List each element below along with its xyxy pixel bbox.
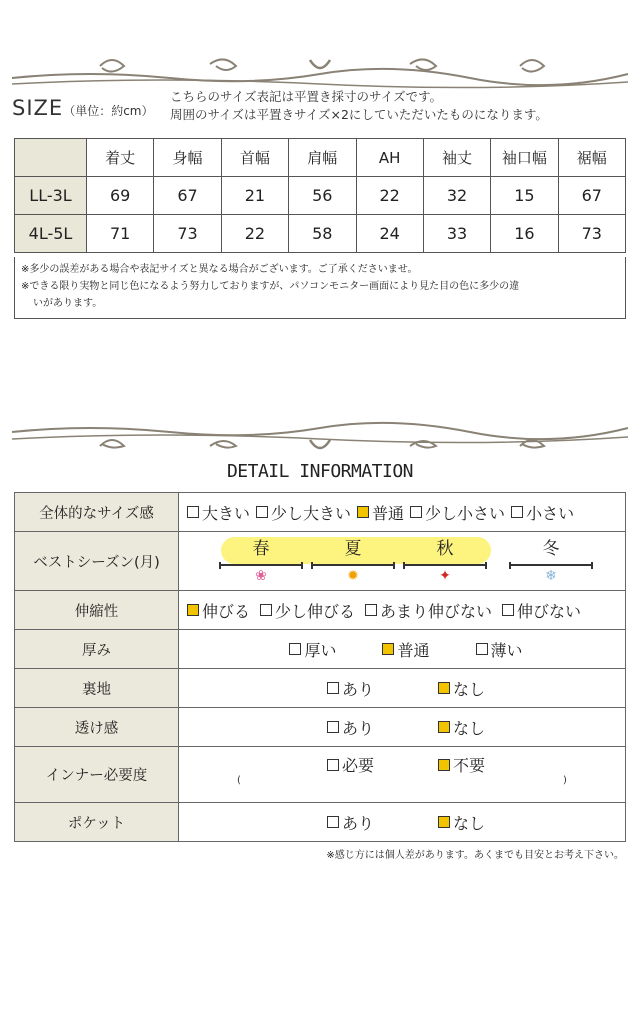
- option-label: 不要: [453, 756, 486, 775]
- table-cell: 67: [154, 177, 221, 215]
- detail-options: [179, 708, 626, 747]
- detail-options: [179, 669, 626, 708]
- detail-options: [179, 591, 626, 630]
- unchecked-box-icon: [256, 506, 268, 518]
- season-summer: 夏: [307, 537, 399, 562]
- size-heading: SIZE（単位：約cm）: [12, 96, 154, 120]
- top-ornament-divider: [10, 52, 630, 92]
- snowflake-icon: ❄: [545, 568, 557, 584]
- detail-options: [179, 630, 626, 669]
- detail-footnote: ※感じ方には個人差があります。あくまでも目安とお考え下さい。: [326, 850, 624, 861]
- table-cell: 56: [289, 177, 356, 215]
- detail-row-sheer: [15, 708, 626, 747]
- checked-box-icon: [438, 759, 450, 771]
- option-item: [187, 501, 250, 524]
- maple-leaf-icon: ✦: [439, 568, 451, 584]
- table-cell: 58: [289, 215, 356, 253]
- detail-row-lining: [15, 669, 626, 708]
- option-label: 普通: [397, 640, 430, 660]
- option-item: [502, 599, 581, 622]
- option-item: [438, 811, 485, 834]
- size-unit: （単位：約cm）: [63, 104, 154, 118]
- paren-open: (: [237, 775, 241, 786]
- unchecked-box-icon: [410, 506, 422, 518]
- option-label: 少し伸びる: [275, 601, 356, 621]
- table-row: [15, 177, 626, 215]
- season-autumn: 秋: [399, 537, 491, 562]
- option-label: 厚い: [304, 640, 337, 660]
- option-label: あり: [341, 679, 374, 699]
- disclaimer-line: いがあります。: [33, 298, 103, 309]
- middle-ornament-divider: [10, 412, 630, 452]
- option-item: [187, 599, 250, 622]
- detail-options: [179, 747, 626, 803]
- sunflower-icon: ✹: [347, 568, 359, 584]
- option-label: なし: [453, 679, 486, 699]
- option-item: [327, 677, 374, 700]
- detail-label: 透け感: [15, 708, 179, 747]
- unchecked-box-icon: [327, 759, 339, 771]
- detail-label: ポケット: [15, 803, 179, 842]
- table-cell: 67: [558, 177, 625, 215]
- option-label: あり: [341, 718, 374, 738]
- option-label: 伸びない: [517, 601, 582, 621]
- size-disclaimer: [14, 257, 626, 319]
- option-item: [327, 753, 374, 776]
- option-item: [410, 501, 505, 524]
- option-label: 少し小さい: [425, 503, 506, 523]
- option-item: [289, 638, 336, 661]
- unchecked-box-icon: [365, 604, 377, 616]
- unchecked-box-icon: [327, 816, 339, 828]
- option-item: [438, 716, 485, 739]
- size-table-header: [15, 139, 626, 177]
- option-label: 必要: [341, 756, 374, 775]
- size-note-line-2: 周囲のサイズは平置きサイズ×2にしていただいたものになります。: [170, 107, 548, 122]
- table-cell: 15: [491, 177, 558, 215]
- option-label: 普通: [372, 503, 405, 523]
- col-header: 着丈: [87, 139, 154, 177]
- unchecked-box-icon: [502, 604, 514, 616]
- table-row: [15, 215, 626, 253]
- table-cell: 71: [87, 215, 154, 253]
- flower-icon: ❀: [255, 568, 267, 584]
- checked-box-icon: [357, 506, 369, 518]
- unchecked-box-icon: [260, 604, 272, 616]
- unchecked-box-icon: [511, 506, 523, 518]
- detail-label: 厚み: [15, 630, 179, 669]
- detail-label: 伸縮性: [15, 591, 179, 630]
- size-table: [14, 138, 626, 253]
- season-cell: [179, 532, 626, 591]
- option-label: 小さい: [526, 503, 575, 523]
- option-item: [365, 599, 492, 622]
- unchecked-box-icon: [327, 682, 339, 694]
- size-note-line-1: こちらのサイズ表記は平置き採寸のサイズです。: [170, 89, 443, 104]
- option-item: [327, 716, 374, 739]
- detail-label: 全体的なサイズ感: [15, 493, 179, 532]
- table-cell: 21: [221, 177, 288, 215]
- table-cell: 73: [558, 215, 625, 253]
- table-cell: 69: [87, 177, 154, 215]
- detail-heading: DETAIL INFORMATION: [226, 461, 414, 482]
- option-label: 大きい: [202, 503, 251, 523]
- option-label: あまり伸びない: [380, 601, 493, 621]
- checked-box-icon: [187, 604, 199, 616]
- row-size-label: 4L-5L: [15, 215, 87, 253]
- col-header: 裾幅: [558, 139, 625, 177]
- option-label: あり: [341, 813, 374, 833]
- checked-box-icon: [382, 643, 394, 655]
- detail-label: インナー必要度: [15, 747, 179, 803]
- table-cell: 73: [154, 215, 221, 253]
- option-item: [438, 753, 485, 776]
- size-table-corner: [15, 139, 87, 177]
- detail-row-inner: [15, 747, 626, 803]
- col-header: 袖丈: [423, 139, 490, 177]
- detail-row-thickness: [15, 630, 626, 669]
- detail-options: [179, 803, 626, 842]
- option-label: なし: [453, 718, 486, 738]
- paren-close: ): [563, 775, 567, 786]
- detail-row-season: [15, 532, 626, 591]
- table-cell: 16: [491, 215, 558, 253]
- detail-row-stretch: [15, 591, 626, 630]
- table-cell: 22: [356, 177, 423, 215]
- option-item: [260, 599, 355, 622]
- option-item: [438, 677, 485, 700]
- option-item: [382, 638, 429, 661]
- col-header: 肩幅: [289, 139, 356, 177]
- size-note: [170, 88, 548, 124]
- checked-box-icon: [438, 721, 450, 733]
- table-cell: 22: [221, 215, 288, 253]
- season-winter: 冬: [505, 537, 597, 562]
- col-header: 袖口幅: [491, 139, 558, 177]
- option-item: [511, 501, 574, 524]
- option-item: [327, 811, 374, 834]
- checked-box-icon: [438, 816, 450, 828]
- col-header: 身幅: [154, 139, 221, 177]
- option-label: 伸びる: [202, 601, 251, 621]
- unchecked-box-icon: [187, 506, 199, 518]
- option-item: [476, 638, 523, 661]
- option-item: [357, 501, 404, 524]
- season-chart: [179, 532, 625, 590]
- row-size-label: LL-3L: [15, 177, 87, 215]
- detail-label: 裏地: [15, 669, 179, 708]
- table-cell: 24: [356, 215, 423, 253]
- detail-table: [14, 492, 626, 842]
- detail-row-fit: [15, 493, 626, 532]
- disclaimer-line: ※多少の誤差がある場合や表記サイズと異なる場合がございます。ご了承くださいませ。: [21, 264, 418, 275]
- detail-options: [179, 493, 626, 532]
- disclaimer-line: ※できる限り実物と同じ色になるよう努力しておりますが、パソコンモニター画面により見た目の色に多少の違: [21, 281, 520, 292]
- col-header: 首幅: [221, 139, 288, 177]
- option-item: [256, 501, 351, 524]
- unchecked-box-icon: [327, 721, 339, 733]
- season-spring: 春: [215, 537, 307, 562]
- option-label: なし: [453, 813, 486, 833]
- option-label: 薄い: [490, 640, 523, 660]
- col-header: AH: [356, 139, 423, 177]
- option-label: 少し大きい: [271, 503, 352, 523]
- detail-row-pocket: [15, 803, 626, 842]
- unchecked-box-icon: [476, 643, 488, 655]
- table-cell: 33: [423, 215, 490, 253]
- detail-label: ベストシーズン(月): [15, 532, 179, 591]
- unchecked-box-icon: [289, 643, 301, 655]
- checked-box-icon: [438, 682, 450, 694]
- table-cell: 32: [423, 177, 490, 215]
